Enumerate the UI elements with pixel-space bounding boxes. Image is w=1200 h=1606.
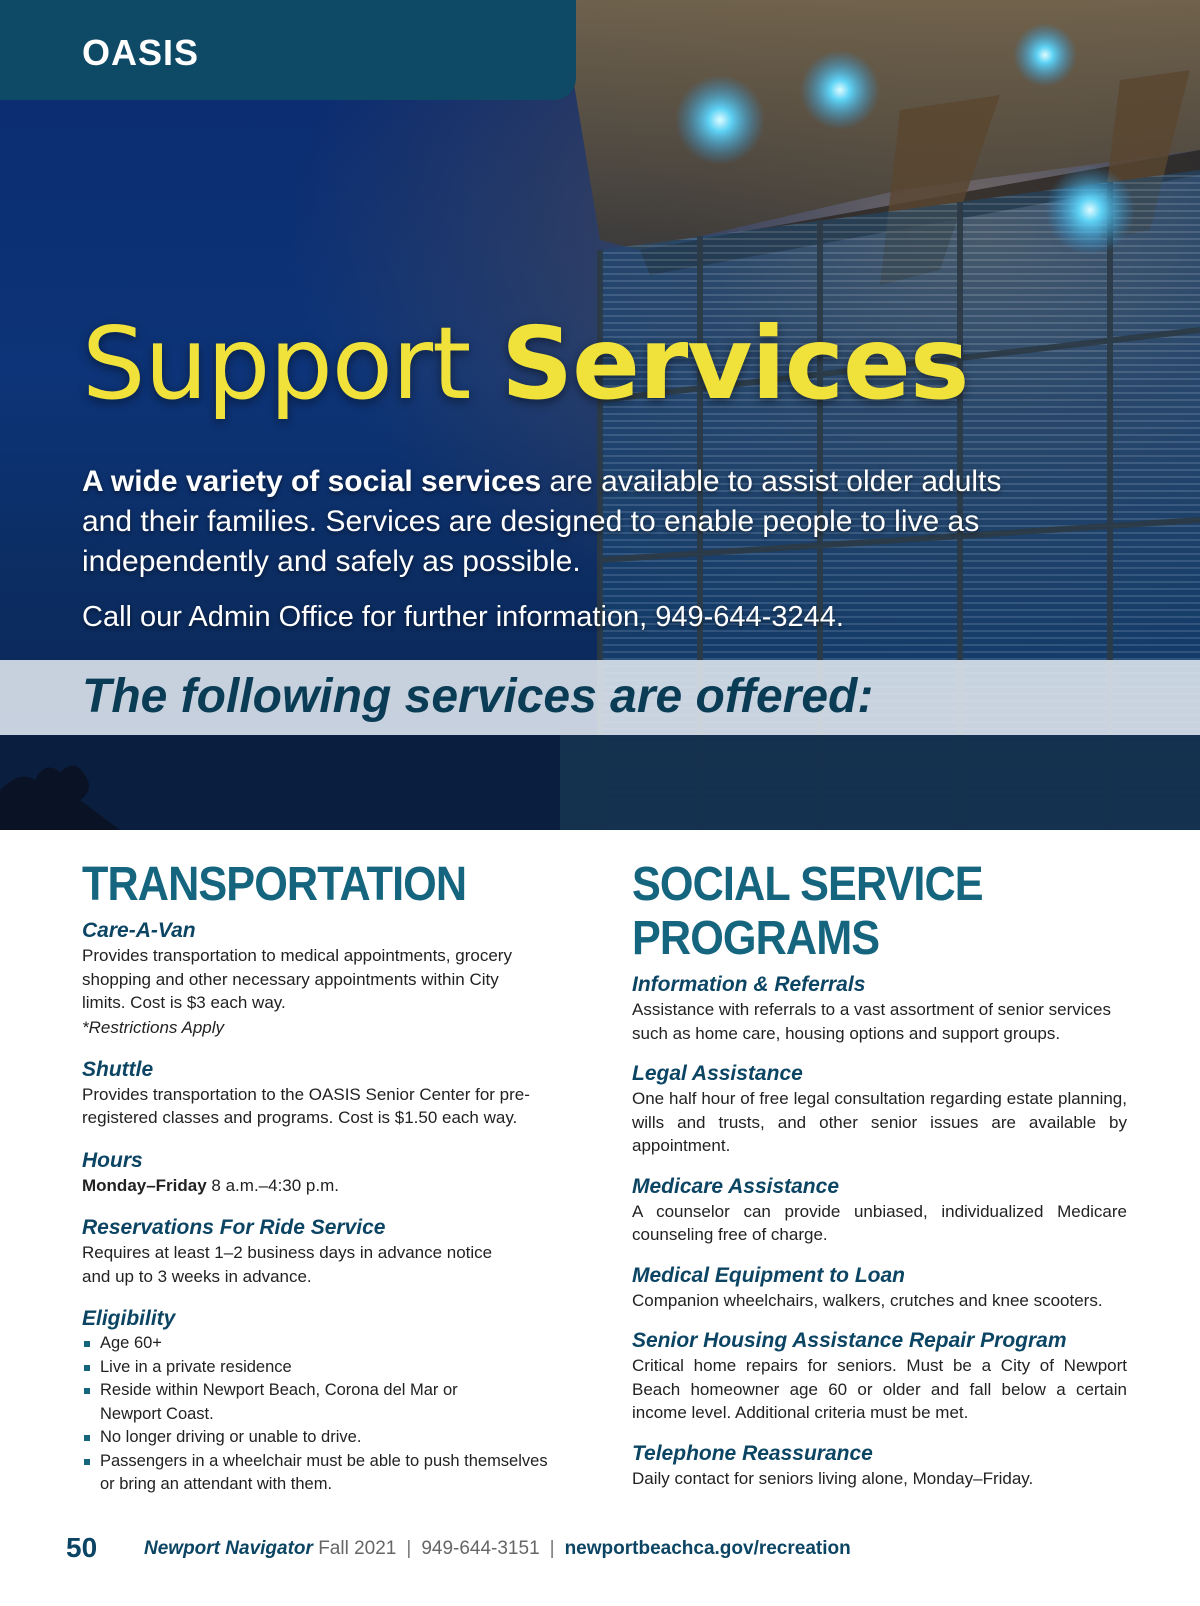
hours-days: Monday–Friday bbox=[82, 1175, 207, 1195]
footer-publication: Newport Navigator bbox=[144, 1538, 313, 1559]
service-item bbox=[632, 1174, 1127, 1247]
service-title: Telephone Reassurance bbox=[632, 1441, 873, 1465]
transportation-column bbox=[82, 858, 582, 1515]
service-body: One half hour of free legal consultation regarding estate planning, wills and trusts, and other senior issues are available by appointment. bbox=[632, 1089, 1127, 1155]
eligibility-title: Eligibility bbox=[82, 1307, 176, 1330]
eligibility-list bbox=[82, 1332, 582, 1497]
footer-season: Fall 2021 bbox=[312, 1538, 397, 1559]
service-body: Assistance with referrals to a vast assortment of senior services such as home care, housing options and support groups. bbox=[632, 1000, 1112, 1043]
shuttle-item bbox=[82, 1057, 582, 1130]
list-item: No longer driving or unable to drive. bbox=[82, 1426, 582, 1450]
service-item bbox=[632, 1328, 1127, 1425]
service-item bbox=[632, 972, 1127, 1045]
service-body: A counselor can provide unbiased, individualized Medicare counseling free of charge. bbox=[632, 1201, 1127, 1244]
intro-paragraph bbox=[82, 462, 1042, 582]
shuttle-body: Provides transportation to the OASIS Senior Center for pre-registered classes and programs. Cost is $1.50 each way. bbox=[82, 1084, 530, 1127]
section-tab bbox=[0, 0, 576, 100]
hours-body bbox=[82, 1174, 582, 1198]
list-item: Live in a private residence bbox=[82, 1356, 582, 1380]
footer-phone: 949-644-3151 bbox=[421, 1538, 540, 1559]
care-a-van-body: Provides transportation to medical appointments, grocery shopping and other necessary appointments within City limits. Cost is $3 each way. bbox=[82, 946, 512, 1012]
service-body: Critical home repairs for seniors. Must be a City of Newport Beach homeowner age 60 or older and fall below a certain income level. Additional criteria must be met. bbox=[632, 1356, 1127, 1422]
care-a-van-title: Care-A-Van bbox=[82, 919, 196, 942]
footer-line bbox=[144, 1537, 851, 1561]
page-title-light: Support bbox=[82, 305, 471, 422]
service-title: Legal Assistance bbox=[632, 1062, 803, 1085]
footer-separator: | bbox=[406, 1538, 412, 1559]
reservations-item bbox=[82, 1215, 582, 1288]
call-info: Call our Admin Office for further information, 949-644-3244. bbox=[82, 601, 844, 633]
page-title bbox=[82, 306, 968, 421]
service-item bbox=[632, 1263, 1127, 1313]
social-services-heading-line1: SOCIAL SERVICE bbox=[632, 858, 983, 911]
service-body: Companion wheelchairs, walkers, crutches and knee scooters. bbox=[632, 1290, 1103, 1310]
service-title: Senior Housing Assistance Repair Program bbox=[632, 1329, 1067, 1352]
section-tab-label: OASIS bbox=[82, 32, 200, 73]
service-title: Information & Referrals bbox=[632, 973, 866, 996]
shuttle-title: Shuttle bbox=[82, 1057, 154, 1081]
service-body: Daily contact for seniors living alone, Monday–Friday. bbox=[632, 1468, 1034, 1488]
care-a-van-item bbox=[82, 918, 582, 1041]
transportation-heading: TRANSPORTATION bbox=[82, 858, 467, 911]
list-item: Reside within Newport Beach, Corona del Mar or Newport Coast. bbox=[82, 1379, 482, 1426]
intro-rest: are available to assist older adults and their families. Services are designed to enable people to live as independently and safely as possible. bbox=[82, 465, 1002, 578]
hours-title: Hours bbox=[82, 1148, 143, 1172]
reservations-title: Reservations For Ride Service bbox=[82, 1216, 386, 1239]
service-item bbox=[632, 1061, 1127, 1158]
eligibility-item bbox=[82, 1306, 582, 1497]
footer-separator: | bbox=[549, 1538, 555, 1559]
footer-url-link[interactable]: newportbeachca.gov/recreation bbox=[564, 1538, 851, 1559]
care-a-van-note: *Restrictions Apply bbox=[82, 1017, 225, 1037]
social-services-column bbox=[632, 858, 1127, 1506]
service-item bbox=[632, 1441, 1127, 1491]
hours-times: 8 a.m.–4:30 p.m. bbox=[206, 1175, 339, 1195]
intro-bold-lead: A wide variety of social services bbox=[82, 465, 542, 498]
list-item: Age 60+ bbox=[82, 1332, 582, 1356]
service-title: Medicare Assistance bbox=[632, 1174, 839, 1198]
offered-banner-text: The following services are offered: bbox=[82, 670, 874, 723]
service-title: Medical Equipment to Loan bbox=[632, 1263, 906, 1287]
page-number: 50 bbox=[66, 1532, 98, 1563]
offered-banner bbox=[0, 660, 1200, 735]
list-item: Passengers in a wheelchair must be able to push themselves or bring an attendant with them. bbox=[82, 1450, 552, 1497]
reservations-body: Requires at least 1–2 business days in advance notice and up to 3 weeks in advance. bbox=[82, 1243, 493, 1286]
social-services-heading-line2: PROGRAMS bbox=[632, 912, 880, 965]
hours-item bbox=[82, 1148, 582, 1198]
page-title-bold: Services bbox=[501, 305, 969, 422]
